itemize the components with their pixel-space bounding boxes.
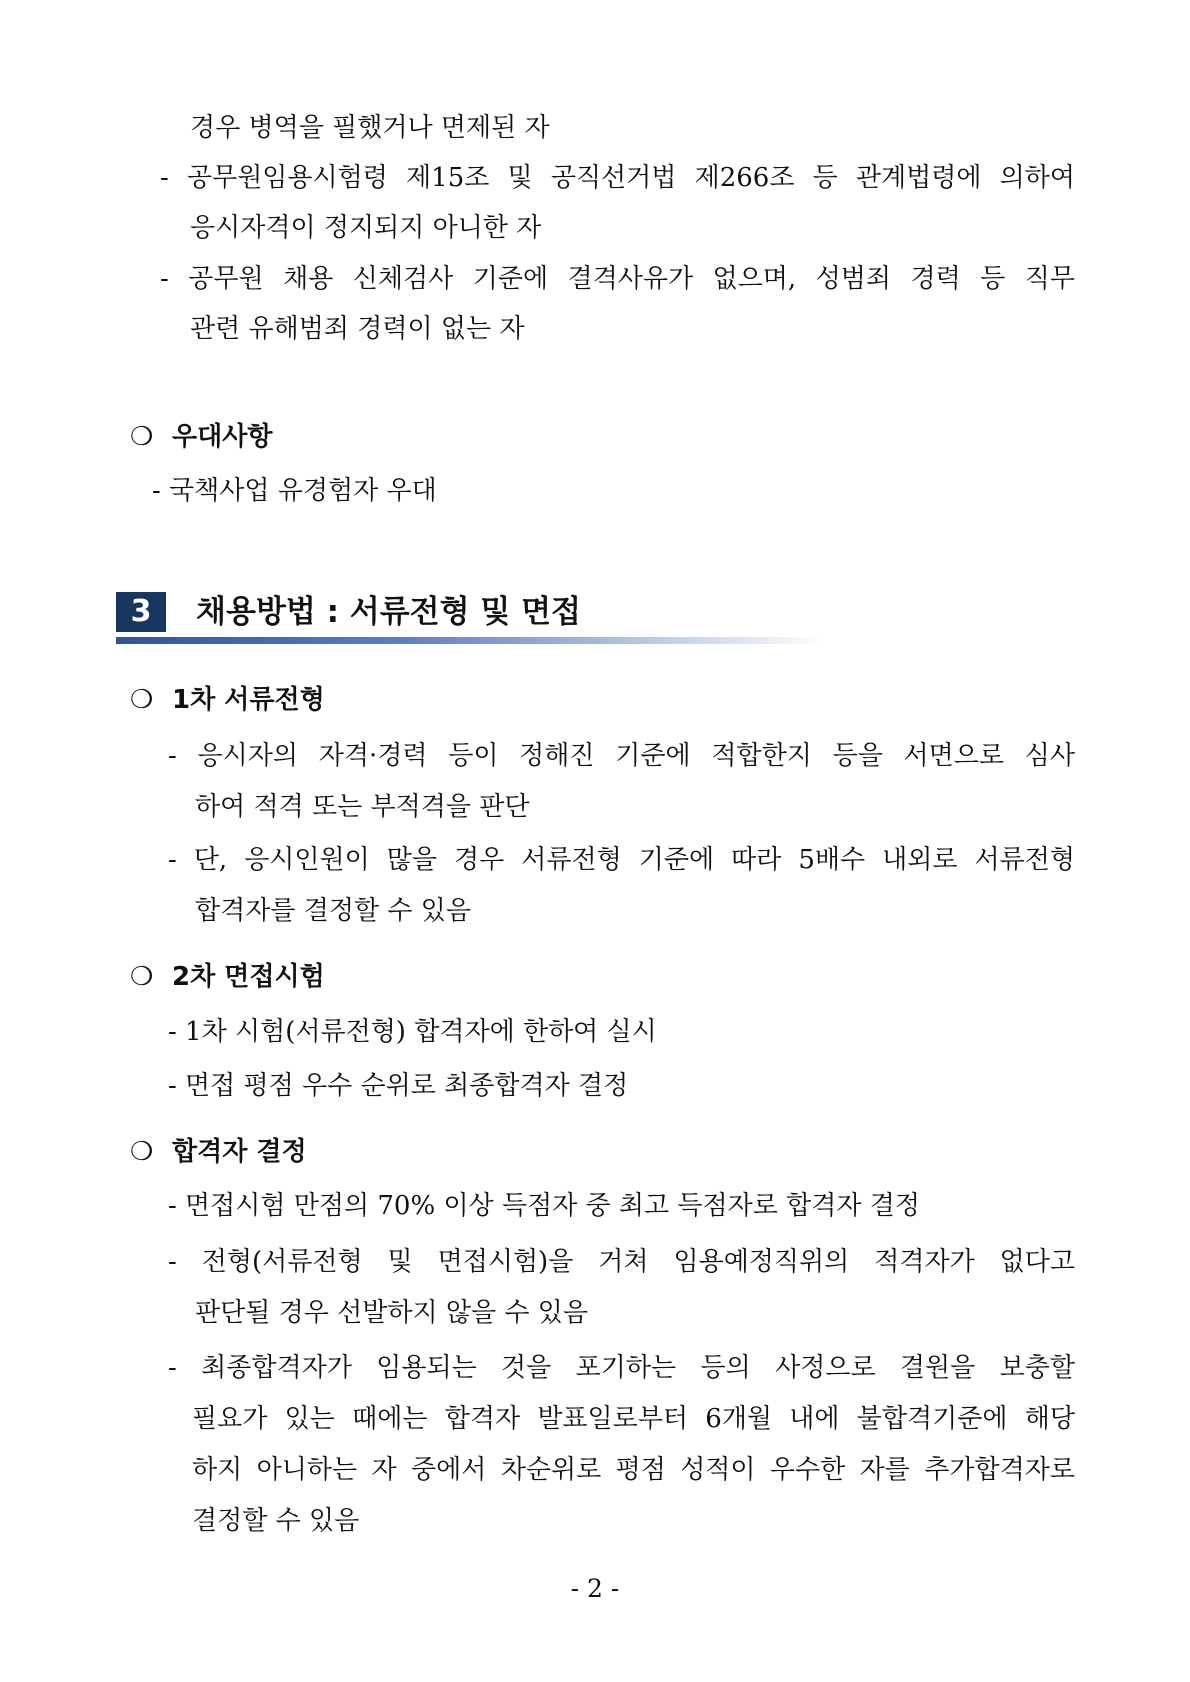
- first-stage-heading: 1차 서류전형: [172, 685, 325, 715]
- first-stage-item: - 응시자의 자격·경력 등이 정해진 기준에 적합한지 등을 서면으로 심사: [168, 741, 1075, 771]
- decision-item: - 면접시험 만점의 70% 이상 득점자 중 최고 득점자로 합격자 결정: [168, 1191, 921, 1221]
- first-stage-item-continued: 하여 적격 또는 부적격을 판단: [195, 792, 530, 822]
- first-stage-item-continued: 합격자를 결정할 수 있음: [195, 896, 471, 926]
- decision-item-continued: 필요가 있는 때에는 합격자 발표일로부터 6개월 내에 불합격기준에 해당: [192, 1404, 1075, 1434]
- bullet-circle-icon: ❍: [130, 962, 154, 992]
- preference-heading: 우대사항: [172, 422, 273, 452]
- preference-item: - 국책사업 유경험자 우대: [152, 476, 437, 506]
- decision-item-continued: 하지 아니하는 자 중에서 차순위로 평점 성적이 우수한 자를 추가합격자로: [192, 1455, 1075, 1485]
- decision-item-continued: 판단될 경우 선발하지 않을 수 있음: [195, 1298, 588, 1328]
- qualification-text: 경우 병역을 필했거나 면제된 자: [190, 113, 550, 143]
- page-number: - 2 -: [570, 1574, 620, 1603]
- qualification-item: - 공무원임용시험령 제15조 및 공직선거법 제266조 등 관계법령에 의하여: [160, 163, 1075, 193]
- qualification-item-continued: 응시자격이 정지되지 아니한 자: [190, 213, 542, 243]
- second-stage-item: - 면접 평점 우수 순위로 최종합격자 결정: [168, 1071, 629, 1101]
- second-stage-item: - 1차 시험(서류전형) 합격자에 한하여 실시: [168, 1017, 657, 1047]
- second-stage-heading: 2차 면접시험: [172, 962, 325, 992]
- section-underline: [116, 637, 826, 644]
- section-title: 채용방법 : 서류전형 및 면접: [196, 594, 581, 630]
- bullet-circle-icon: ❍: [130, 422, 154, 452]
- section-number-badge: 3: [116, 592, 166, 632]
- qualification-item-continued: 관련 유해범죄 경력이 없는 자: [190, 314, 525, 344]
- bullet-circle-icon: ❍: [130, 1137, 154, 1167]
- decision-item: - 전형(서류전형 및 면접시험)을 거쳐 임용예정직위의 적격자가 없다고: [168, 1247, 1075, 1277]
- decision-item: - 최종합격자가 임용되는 것을 포기하는 등의 사정으로 결원을 보충할: [168, 1353, 1075, 1383]
- qualification-item: - 공무원 채용 신체검사 기준에 결격사유가 없으며, 성범죄 경력 등 직무: [160, 264, 1075, 294]
- decision-heading: 합격자 결정: [172, 1137, 307, 1167]
- decision-item-continued: 결정할 수 있음: [192, 1506, 360, 1536]
- bullet-circle-icon: ❍: [130, 685, 154, 715]
- first-stage-item: - 단, 응시인원이 많을 경우 서류전형 기준에 따라 5배수 내외로 서류전형: [168, 845, 1075, 875]
